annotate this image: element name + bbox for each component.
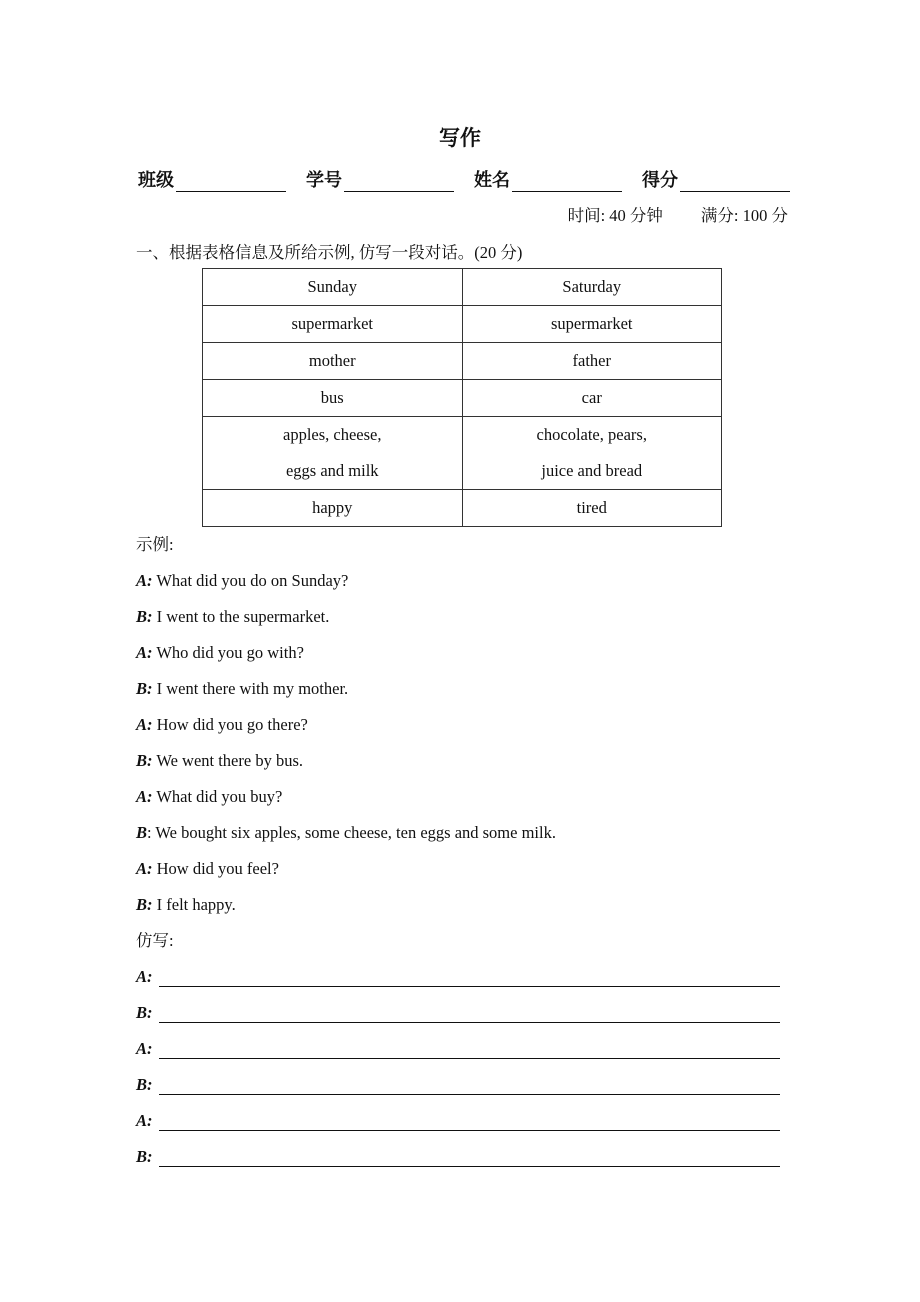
table-row [203,306,722,343]
answer-blank[interactable] [159,1004,781,1023]
answer-line [136,995,796,1031]
answer-blank[interactable] [159,1148,781,1167]
table-cell: happy [203,490,463,527]
table-cell: supermarket [462,306,722,343]
table-cell: tired [462,490,722,527]
table-cell [462,417,722,490]
table-cell: father [462,343,722,380]
answer-blank[interactable] [159,968,781,987]
table-cell: Saturday [462,269,722,306]
blank-line[interactable] [176,171,286,192]
table-row [203,380,722,417]
cell-line: juice and bread [541,461,643,480]
dialogue-text: How did you go there? [152,715,308,734]
example-line [136,815,796,851]
answer-line [136,1139,796,1175]
page-title: 写作 [439,126,481,150]
dialogue-text: We went there by bus. [152,751,303,770]
answer-blank[interactable] [159,1112,781,1131]
section-heading: 一、根据表格信息及所给示例, 仿写一段对话。(20 分) [136,243,523,262]
example-line [136,851,796,887]
dialogue-text: What did you do on Sunday? [152,571,349,590]
exam-meta [568,202,788,226]
speaker-label: B: [136,751,153,770]
speaker-label: B: [136,1003,153,1022]
cell-line: eggs and milk [285,461,379,480]
field-label: 姓名 [474,170,510,191]
field-label: 得分 [642,170,678,191]
table-row [203,343,722,380]
answer-line [136,1103,796,1139]
answer-line [136,1031,796,1067]
cell-line: chocolate, pears, [536,425,647,444]
dialogue-text: Who did you go with? [152,643,304,662]
cell-line: apples, cheese, [283,425,382,444]
answer-blank[interactable] [159,1040,781,1059]
name-field[interactable] [474,166,622,192]
blank-line[interactable] [512,171,622,192]
info-table [202,268,722,527]
field-label: 学号 [306,170,342,191]
full-score: 满分: 100 分 [700,206,788,225]
table-cell: mother [203,343,463,380]
student-number-field[interactable] [306,166,454,192]
table-cell: supermarket [203,306,463,343]
table-cell: Sunday [203,269,463,306]
score-field[interactable] [642,166,790,192]
speaker-label: A: [136,1039,153,1058]
example-line [136,599,796,635]
field-label: 班级 [138,170,174,191]
answer-line [136,1067,796,1103]
speaker-label: B: [136,895,153,914]
blank-line[interactable] [344,171,454,192]
write-label: 仿写: [136,931,174,950]
time-limit: 时间: 40 分钟 [567,206,663,225]
speaker-label: B: [136,1075,153,1094]
dialogue-area [136,527,796,1175]
dialogue-text: : We bought six apples, some cheese, ten eggs and some milk. [147,823,556,842]
dialogue-text: I went to the supermarket. [152,607,330,626]
example-line [136,635,796,671]
student-info-row [138,166,790,192]
answer-line [136,959,796,995]
speaker-label: A: [136,859,153,878]
example-label: 示例: [136,535,174,554]
speaker-label: A: [136,787,153,806]
speaker-label: A: [136,967,153,986]
speaker-label: A: [136,1111,153,1130]
speaker-label: B: [136,1147,153,1166]
dialogue-text: How did you feel? [152,859,279,878]
example-line [136,887,796,923]
answer-blank[interactable] [159,1076,781,1095]
speaker-label: A: [136,643,153,662]
table-cell [203,417,463,490]
speaker-label: A: [136,715,153,734]
table-row [203,417,722,490]
example-line [136,743,796,779]
table-row [203,490,722,527]
dialogue-text: I felt happy. [152,895,236,914]
dialogue-text: What did you buy? [152,787,283,806]
speaker-label: B: [136,679,153,698]
class-field[interactable] [138,166,286,192]
table-cell: car [462,380,722,417]
example-line [136,779,796,815]
speaker-label: B: [136,607,153,626]
table-cell: bus [203,380,463,417]
dialogue-text: I went there with my mother. [152,679,349,698]
blank-line[interactable] [680,171,790,192]
table-row [203,269,722,306]
example-line [136,671,796,707]
speaker-label: A: [136,571,153,590]
speaker-label: B [136,823,148,842]
example-line [136,563,796,599]
example-line [136,707,796,743]
